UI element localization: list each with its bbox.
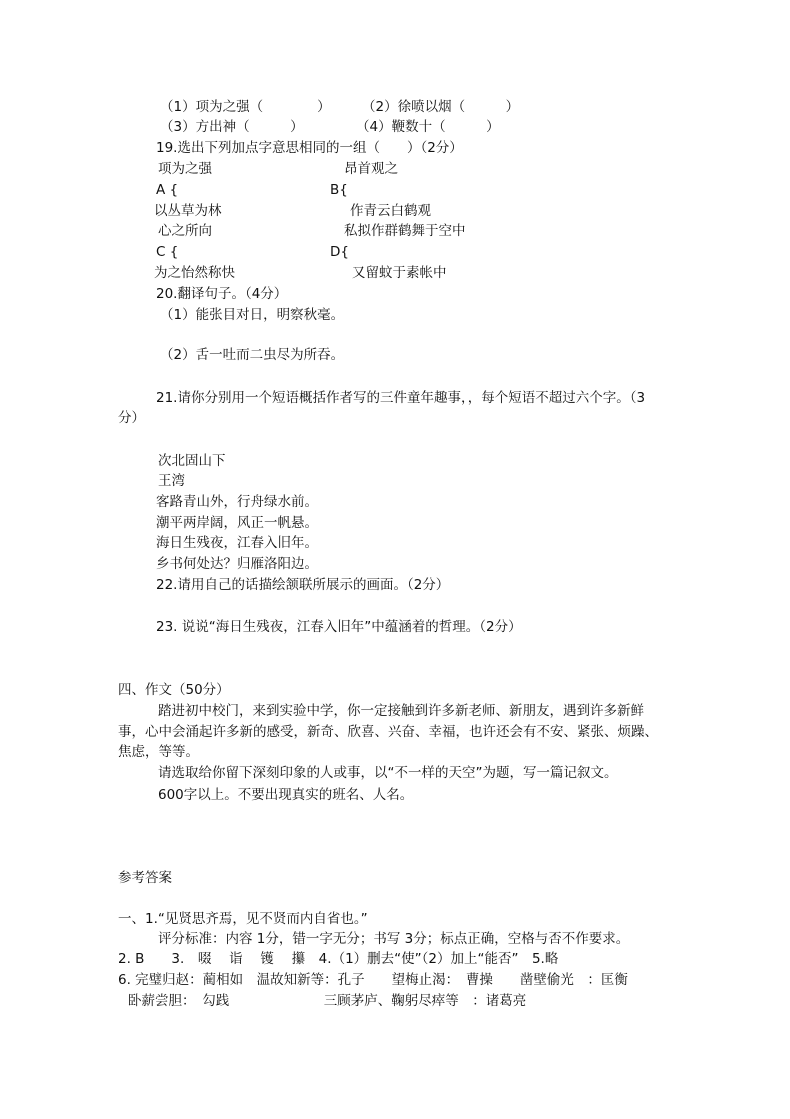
essay-paragraph-1-line-3: 焦虑，等等。 (118, 744, 199, 760)
q20-sentence-2: （2）舌一吐而二虫尽为所吞。 (160, 347, 345, 363)
q19-option-d-label: D{ (330, 244, 349, 260)
q19-stem: 19.选出下列加点字意思相同的一组（ ）（2分） (156, 140, 463, 156)
poem-title: 次北固山下 (158, 453, 226, 469)
q18-item-4: （4）鞭数十（ ） (356, 119, 500, 135)
q20-sentence-1: （1）能张目对日，明察秋毫。 (160, 307, 345, 323)
essay-paragraph-2: 请选取给你留下深刻印象的人或事，以“不一样的天空”为题，写一篇记叙文。 (158, 765, 618, 781)
essay-heading: 四、作文（50分） (118, 682, 230, 698)
q18-item-2: （2）徐喷以烟（ ） (362, 99, 520, 115)
essay-paragraph-3: 600字以上。不要出现真实的班名、人名。 (158, 787, 414, 803)
q19-option-a-label: A { (156, 182, 179, 198)
q20-stem: 20.翻译句子。（4分） (156, 286, 288, 302)
poem-line-3: 海日生残夜，江春入旧年。 (156, 535, 318, 551)
poem-author: 王湾 (158, 473, 185, 489)
poem-line-2: 潮平两岸阔，风正一帆悬。 (156, 515, 318, 531)
q19-option-b-bottom: 作青云白鹤观 (350, 203, 431, 219)
q19-option-d-bottom: 又留蚊于素帐中 (352, 265, 447, 281)
q21-stem-line-2: 分） (118, 410, 145, 426)
essay-paragraph-1-line-2: 事，心中会涌起许多新的感受，新奇、欣喜、兴奋、幸福，也许还会有不安、紧张、烦躁、 (118, 724, 658, 740)
answer-6-line-1: 6. 完璧归赵：蔺相如 温故知新等：孔子 望梅止渴： 曹操 凿壁偷光 ：匡衡 (118, 972, 628, 988)
q18-item-3: （3）方出神（ ） (160, 119, 304, 135)
poem-line-4: 乡书何处达？归雁洛阳边。 (156, 556, 318, 572)
q19-option-c-top: 心之所向 (158, 223, 212, 239)
answer-1: 一、1.“见贤思齐焉，见不贤而内自省也。” (118, 911, 368, 927)
answers-heading: 参考答案 (118, 870, 172, 886)
q19-option-c-bottom: 为之怡然称快 (154, 265, 235, 281)
q22-stem: 22.请用自己的话描绘颔联所展示的画面。（2分） (156, 577, 450, 593)
answer-2-to-5: 2. B 3. 啜 诣 镬 攥 4.（1）删去“使”（2）加上“能否” 5.略 (118, 951, 559, 967)
q19-option-c-label: C { (156, 244, 179, 260)
answer-6-line-2: 卧薪尝胆： 勾践 三顾茅庐、鞠躬尽瘁等 ：诸葛亮 (128, 993, 527, 1009)
q19-option-d-top: 私拟作群鹤舞于空中 (344, 223, 466, 239)
poem-line-1: 客路青山外，行舟绿水前。 (156, 494, 318, 510)
q19-option-a-bottom: 以丛草为林 (154, 203, 222, 219)
q19-option-b-top: 昂首观之 (344, 161, 398, 177)
q19-option-b-label: B{ (330, 182, 348, 198)
q18-item-1: （1）项为之强（ ） (160, 99, 331, 115)
answer-1-scoring: 评分标准：内容 1分，错一字无分；书写 3分；标点正确，空格与否不作要求。 (158, 931, 630, 947)
q19-option-a-top: 项为之强 (158, 161, 212, 177)
essay-paragraph-1-line-1: 踏进初中校门，来到实验中学，你一定接触到许多新老师、新朋友，遇到许多新鲜 (158, 703, 644, 719)
q23-stem: 23. 说说“海日生残夜，江春入旧年”中蕴涵着的哲理。（2分） (156, 619, 522, 635)
q21-stem-line-1: 21.请你分别用一个短语概括作者写的三件童年趣事，，每个短语不超过六个字。（3 (156, 390, 646, 406)
